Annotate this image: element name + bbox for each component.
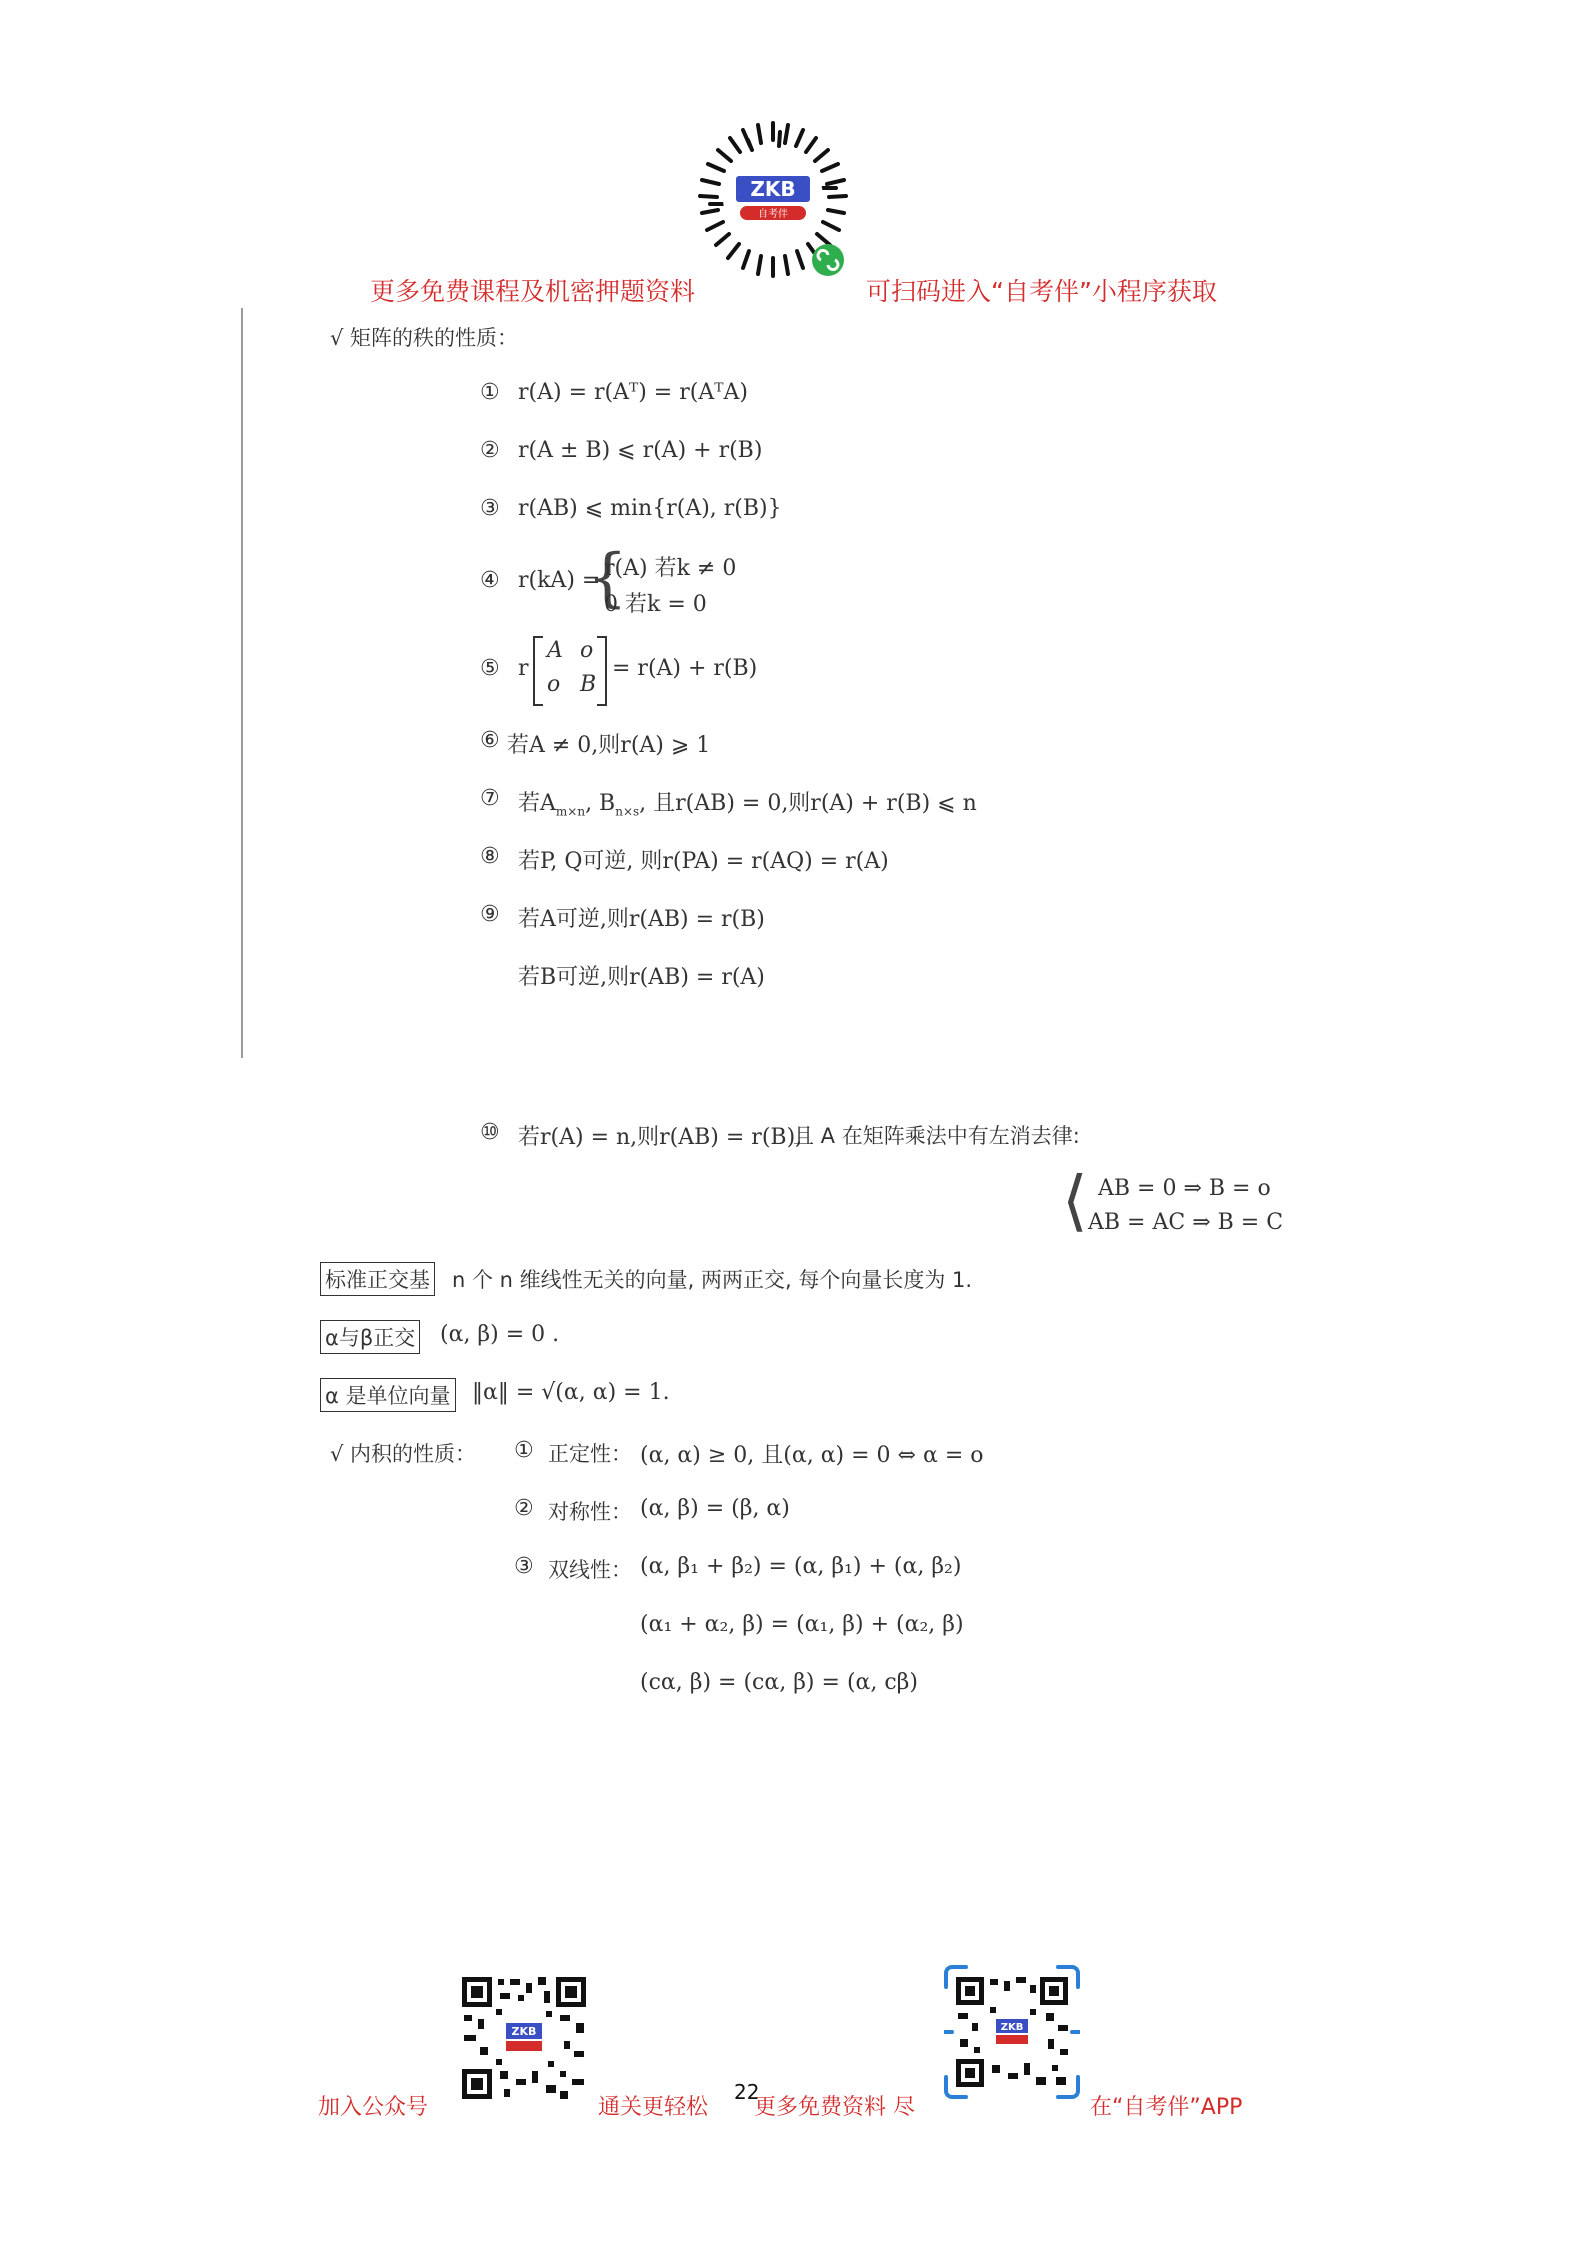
mini-program-code[interactable] bbox=[688, 118, 858, 288]
prop-1-name: 正定性： bbox=[548, 1442, 632, 1466]
matrix-left-bracket bbox=[533, 636, 543, 706]
cancel-law-bracket: ⟨ bbox=[1062, 1162, 1088, 1239]
cancel-law-1: AB = 0 ⇒ B = o bbox=[1098, 1176, 1271, 1201]
item-4-lhs: r(kA) = bbox=[518, 568, 601, 593]
item-9-expr: 若A可逆,则r(AB) = r(B) bbox=[518, 907, 765, 932]
prop-2-expr: (α, β) = (β, α) bbox=[640, 1496, 790, 1521]
item-7-expr bbox=[518, 786, 977, 818]
footer-text-2: 通关更轻松 bbox=[598, 2095, 709, 2120]
item-7-number: ⑦ bbox=[480, 786, 500, 811]
prop-2-name: 对称性： bbox=[548, 1500, 632, 1524]
def-orthogonal-desc: (α, β) = 0 . bbox=[440, 1322, 560, 1347]
header-left-text: 更多免费课程及机密押题资料 bbox=[370, 277, 696, 306]
item-6-expr: 若A ≠ 0,则r(A) ⩾ 1 bbox=[507, 733, 711, 758]
item-10-number: ⑩ bbox=[480, 1120, 500, 1145]
item-9b-expr: 若B可逆,则r(AB) = r(A) bbox=[518, 965, 765, 990]
def-unit-desc: ‖α‖ = √(α, α) = 1. bbox=[472, 1380, 670, 1405]
item-1-number: ① bbox=[480, 380, 500, 405]
item-4-case-1: r(A) 若k ≠ 0 bbox=[604, 556, 737, 581]
item-5-number: ⑤ bbox=[480, 656, 500, 681]
prop-3-expr-2: (α₁ + α₂, β) = (α₁, β) + (α₂, β) bbox=[640, 1612, 964, 1637]
matrix-right-bracket bbox=[597, 636, 607, 706]
item-7-part-b: , B bbox=[585, 791, 616, 816]
item-3-number: ③ bbox=[480, 496, 500, 521]
item-2-number: ② bbox=[480, 438, 500, 463]
wechat-qr-code[interactable] bbox=[460, 1975, 588, 2101]
item-7-sub-2: n×s bbox=[615, 804, 640, 819]
mini-program-qr-icon bbox=[688, 118, 858, 288]
matrix-a21: o bbox=[547, 672, 561, 697]
app-qr-code-icon bbox=[944, 1965, 1080, 2099]
prop-3-name: 双线性： bbox=[548, 1558, 632, 1582]
matrix-a12: o bbox=[580, 638, 594, 663]
def-orthogonal-term: α与β正交 bbox=[320, 1320, 420, 1354]
margin-line bbox=[241, 308, 243, 1058]
footer-text-4: 在“自考伴”APP bbox=[1090, 2095, 1243, 2120]
item-7-part-c: , 且r(AB) = 0,则r(A) + r(B) ⩽ n bbox=[639, 791, 977, 816]
item-4-number: ④ bbox=[480, 568, 500, 593]
qr-logo-text-1: ZKB bbox=[511, 2025, 537, 2038]
item-8-expr: 若P, Q可逆, 则r(PA) = r(AQ) = r(A) bbox=[518, 849, 889, 874]
item-10-expr: 若r(A) = n,则r(AB) = r(B), bbox=[518, 1125, 803, 1150]
item-2-expr: r(A ± B) ⩽ r(A) + r(B) bbox=[518, 438, 763, 463]
app-qr-code[interactable] bbox=[944, 1965, 1080, 2099]
item-1-expr: r(A) = r(Aᵀ) = r(AᵀA) bbox=[518, 380, 748, 405]
matrix-a22: B bbox=[580, 672, 597, 697]
def-unit-term: α 是单位向量 bbox=[320, 1378, 456, 1412]
qr-logo-text-2: ZKB bbox=[1000, 2022, 1024, 2033]
page-number: 22 bbox=[734, 2080, 760, 2104]
cancel-law-2: AB = AC ⇒ B = C bbox=[1088, 1210, 1284, 1235]
item-4-case-2: 0 若k = 0 bbox=[604, 592, 707, 617]
prop-3-expr-1: (α, β₁ + β₂) = (α, β₁) + (α, β₂) bbox=[640, 1554, 962, 1579]
qr-code-icon bbox=[460, 1975, 588, 2101]
item-9-number: ⑨ bbox=[480, 902, 500, 927]
prop-3-number: ③ bbox=[514, 1554, 534, 1579]
def-orthonormal-desc: n 个 n 维线性无关的向量, 两两正交, 每个向量长度为 1. bbox=[452, 1268, 973, 1292]
item-3-expr: r(AB) ⩽ min{r(A), r(B)} bbox=[518, 496, 782, 521]
item-5-lhs: r bbox=[518, 656, 529, 681]
logo-text: ZKB bbox=[750, 177, 796, 201]
matrix-a11: A bbox=[547, 638, 563, 663]
prop-1-number: ① bbox=[514, 1438, 534, 1463]
item-10-note: 且 A 在矩阵乘法中有左消去律: bbox=[793, 1124, 1080, 1148]
logo-subtext: 自考伴 bbox=[758, 209, 788, 220]
item-4-brace: { bbox=[587, 541, 628, 615]
header-right-text: 可扫码进入“自考伴”小程序获取 bbox=[866, 277, 1217, 306]
item-5-rhs: = r(A) + r(B) bbox=[612, 656, 758, 681]
prop-1-expr: (α, α) ≥ 0, 且(α, α) = 0 ⇔ α = o bbox=[640, 1443, 984, 1468]
footer-text-1: 加入公众号 bbox=[318, 2095, 429, 2120]
rank-section-title: √ 矩阵的秩的性质： bbox=[330, 326, 519, 350]
prop-3-expr-3: (cα, β) = (cα, β) = (α, cβ) bbox=[640, 1670, 918, 1695]
inner-product-title: √ 内积的性质： bbox=[330, 1442, 477, 1466]
item-7-sub-1: m×n bbox=[555, 804, 586, 819]
def-orthonormal-term: 标准正交基 bbox=[320, 1262, 435, 1296]
item-8-number: ⑧ bbox=[480, 844, 500, 869]
item-7-part-a: 若A bbox=[518, 791, 556, 816]
item-6-number: ⑥ bbox=[480, 728, 500, 753]
footer-text-3: 更多免费资料 尽 bbox=[754, 2095, 915, 2120]
prop-2-number: ② bbox=[514, 1496, 534, 1521]
